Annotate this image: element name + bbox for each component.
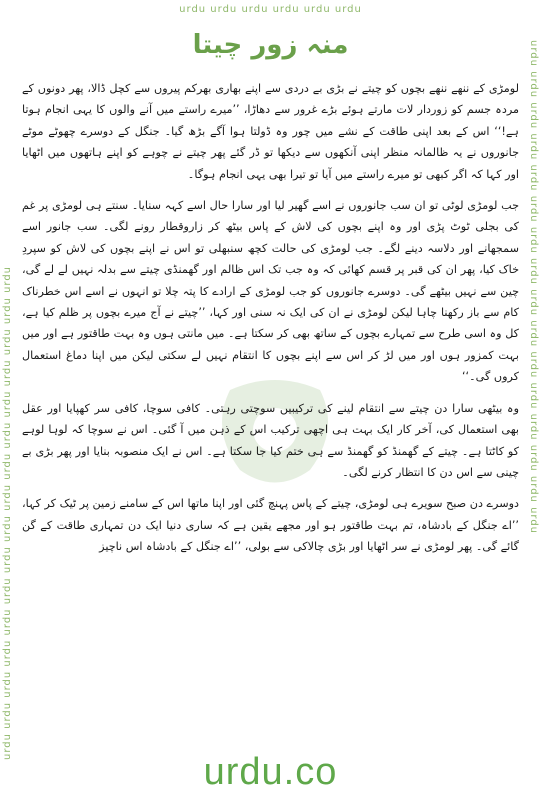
story-paragraph: لومڑی کے ننھے ننھے بچوں کو چیتے نے بڑی بے دردی سے اپنے بھاری بھرکم پیروں سے کچل ڈالا، پھر دونوں کے مردہ جسم کو زوردار لات مارتے ہوئے بڑے غرور سے دھاڑا، ’’میرے راستے میں آنے والوں کا یہی انجام ہوتا ہے!‘‘ اس کے بعد اپنی طاقت کے نشے میں چور وہ ڈولتا ہوا آگے بڑھ گیا۔ جنگل کے دوسرے چھوٹے موٹے جانوروں نے یہ ظالمانہ منظر اپنی آنکھوں سے دیکھا تو ڈر گئے پھر چیتے نے چوہے کو اپنے ہاتھوں میں اٹھایا اور کہا کہ اگر کبھی تو میرے راستے میں آیا تو تیرا بھی یہی انجام ہوگا۔ <box>22 82 519 181</box>
story-paragraph: جب لومڑی لوٹی تو ان سب جانوروں نے اسے گھیر لیا اور سارا حال اسے کہہ سنایا۔ سنتے ہی لومڑی پر غم کی بجلی ٹوٹ پڑی اور وہ اپنے بچوں کی لاش کے پاس بیٹھ کر زاروقطار رونے لگی۔ سب جانور اسے سمجھانے اور دلاسہ دینے لگے۔ جب لومڑی کی حالت کچھ سنبھلی تو اس نے اپنے بچوں کی لاش کو سپردِ خاک کیا، پھر ان کی قبر پر قسم کھائی کہ وہ جب تک اس ظالم اور گھمنڈی چیتے سے بدلہ نہیں لے لے گی، چین سے نہیں بیٹھے گی۔ دوسرے جانوروں کو جب لومڑی کے ارادے کا پتہ چلا تو انہوں نے اسے اس خطرناک کام سے باز رکھنا چاہا لیکن لومڑی نے ان کی ایک نہ سنی اور کہا، ’’چیتے نے آج میرے بچوں پر ظلم کیا ہے، کل وہ اسی طرح سے تمہارے بچوں کے ساتھ بھی کر سکتا ہے۔ میں مانتی ہوں وہ بہت طاقتور ہے اور میں بہت کمزور ہوں اور میں لڑ کر اس سے اپنے بچوں کا انتقام نہیں لے سکتی لیکن میں اپنا دماغ استعمال کروں گی۔‘‘ <box>22 199 519 384</box>
story-paragraph: وہ بیٹھی سارا دن چیتے سے انتقام لینے کی ترکیبیں سوچتی رہتی۔ کافی سوچا، کافی سر کھپایا اور عقل بھی استعمال کی، آخر کار ایک بہت ہی اچھی ترکیب اس کے ذہن میں آ گئی۔ اس نے سوچا کہ لوہا لوہے کو کاٹتا ہے۔ چیتے کے گھمنڈ کو گھمنڈ سے ہی ختم کیا جا سکتا ہے۔ اس نے ایک منصوبہ بنایا اور پھر بڑی بے چینی سے اس دن کا انتظار کرنے لگی۔ <box>22 401 519 479</box>
story-paragraph: دوسرے دن صبح سویرے ہی لومڑی، چیتے کے پاس پہنچ گئی اور اپنا ماتھا اس کے سامنے زمین پر ٹیک کر کہا، ’’اے جنگل کے بادشاہ، تم بہت طاقتور ہو اور مجھے یقین ہے کہ ساری دنیا ایک دن تمہاری طاقت کے گن گائے گی۔ پھر لومڑی نے سر اٹھایا اور بڑی چالاکی سے بولی، ’’اے جنگل کے بادشاہ اس ناچیز <box>22 497 519 554</box>
site-logo: urdu.co <box>203 751 338 793</box>
decorative-border-right: urdu urdu urdu urdu urdu urdu urdu urdu urdu urdu urdu urdu urdu urdu urdu urdu <box>528 40 539 535</box>
decorative-border-top: urdu urdu urdu urdu urdu urdu <box>179 4 362 15</box>
story-body <box>22 78 519 568</box>
story-title: منہ زور چیتا <box>192 30 349 60</box>
decorative-border-left: urdu urdu urdu urdu urdu urdu urdu urdu urdu urdu urdu urdu urdu urdu urdu urdu <box>2 265 13 760</box>
